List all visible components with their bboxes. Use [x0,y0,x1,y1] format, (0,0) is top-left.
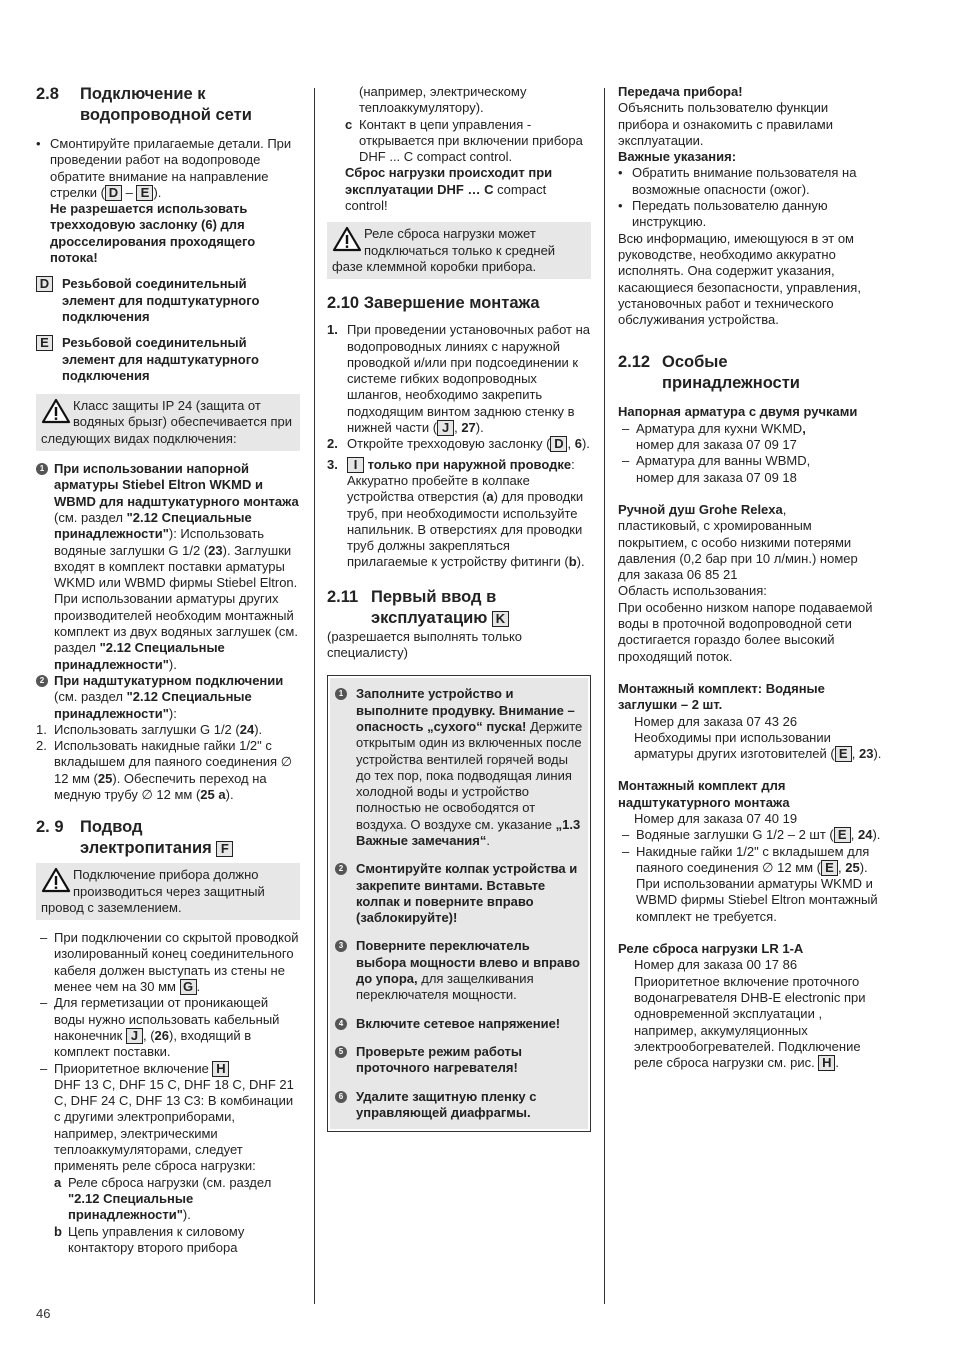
key-item-E: E Резьбовой соединительный элемент для надштукатурного подключения [36,335,300,384]
list-item: 1. При проведении установочных работ на водопроводных линиях с наружной проводкой и/или при подсоединении к системе гибких водопроводных шлангов, необходимо закрепить подходящим винтом заднюю стенку в нижней части ( J , 27). [327,322,591,436]
list-item: a Реле сброса нагрузки (см. раздел "2.12 Специальные принадлежности"). [54,1174,272,1223]
section-title-line2: водопроводной сети [80,106,252,124]
section-2-11-heading: 2.11 Первый ввод в эксплуатацию K [327,587,591,629]
key-item-D: D Резьбовой соединительный элемент для подштукатурного подключения [36,276,300,325]
section-number: 2. 9 [36,818,64,837]
section-title-line1: Подключение к [80,85,206,103]
subheading: Напорная арматура с двумя ручками [618,404,858,420]
column-divider-2 [604,88,605,1304]
list-item: – Арматура для ванны WBMD, номер для заказа 07 09 18 [618,453,882,486]
warning-box: Класс защиты IP 24 (защита от водяных брызг) обеспечивается при следующих видах подключения: [36,394,300,451]
order-number: Номер для заказа 07 40 19 [634,810,798,826]
paragraph: Ручной душ Grohe Relexa, [618,501,787,517]
numbered-circle-icon: 2 [36,675,48,687]
figure-label-J: J [126,1028,143,1044]
subheading: Важные указания: [618,149,737,165]
section-2-12-heading: 2.12 Особые принадлежности [618,353,800,393]
figure-label-E: E [136,185,153,201]
note-text: Сброс нагрузки происходит при эксплуатации DHF … C compact control! [345,165,553,214]
list-item: – Водяные заглушки G 1/2 – 2 шт ( E , 24). [618,827,882,843]
list-item: b Цепь управления к силовому контактору второго прибора [54,1223,245,1255]
warning-box: Подключение прибора должно производиться через защитный провод с заземлением. [36,863,300,920]
figure-label-H: H [818,1055,835,1071]
figure-label-I: I [347,457,364,473]
list-item: • Смонтируйте прилагаемые детали. При проведении работ на водопроводе обратите внимание на направление стрелки ( D – E ). Не разрешается использовать трехходовую заслонку (6) для дросселирования проходящего потока! [36,136,300,266]
step-item: 6 Удалите защитную пленку с управляющей диафрагмы. [335,1089,583,1122]
order-number: Номер для заказа 00 17 86 [634,957,798,973]
paragraph: Область использования: [618,583,767,599]
numbered-circle-icon: 6 [335,1091,347,1103]
warning-triangle-icon [41,398,71,424]
paragraph: Необходимы при использовании арматуры других изготовителей ( E , 23). [634,729,882,762]
subheading: Монтажный комплект для надштукатурного монтажа [618,778,790,810]
figure-label-D: D [550,436,567,452]
subheading: Монтажный комплект: Водяные заглушки – 2 шт. [618,680,825,713]
warning-triangle-icon [41,867,71,893]
figure-label-E: E [834,827,851,843]
list-item: – Арматура для кухни WKMD, номер для заказа 07 09 17 [618,421,882,454]
step-item: 5 Проверьте режим работы проточного нагревателя! [335,1044,583,1077]
figure-label-D: D [105,185,122,201]
column-1 [36,84,300,1256]
list-item: • Обратить внимание пользователя на возможные опасности (ожог). [618,165,882,198]
subheading: Реле сброса нагрузки LR 1-A [618,941,804,957]
section-2-10-heading: 2.10 Завершение монтажа [327,294,540,313]
figure-label-E: E [821,860,838,876]
list-item: – Накидные гайки 1/2" с вкладышем для паяного соединения ∅ 12 мм ( E , 25). При использовании арматуры WKMD и WBMD фирмы Stiebel Eltron монтажный комплект не требуется. [618,844,882,925]
numbered-circle-icon: 1 [335,688,347,700]
figure-label-E: E [36,335,53,351]
order-number: Номер для заказа 07 43 26 [634,713,798,729]
paragraph: При особенно низком напоре подаваемой воды в проточной водопроводной сети достигается гораздо более высокий проходящий поток. [618,599,873,664]
column-3 [618,84,882,1071]
list-item: – Приоритетное включение H DHF 13 C, DHF 15 C, DHF 18 C, DHF 21 C, DHF 24 C, DHF 13 C3: В комбинации с другими электроприборами, например, электрическими теплоаккумуляторами, следует применять реле сброса нагрузки: [36,1061,300,1175]
numbered-circle-icon: 5 [335,1046,347,1058]
numbered-circle-icon: 3 [335,940,347,952]
section-2-8-heading [36,84,300,126]
figure-label-D: D [36,276,53,292]
section-number: 2.8 [36,85,59,103]
paragraph: Всю информацию, имеющуюся в эт ом руководстве, необходимо аккуратно исполнять. Она содержит указания, касающиеся безопасности, управления, установочных работ и технического обслуживания устройства. [618,230,861,328]
figure-label-F: F [216,841,233,857]
figure-label-J: J [437,420,454,436]
figure-label-E: E [835,746,852,762]
figure-label-H: H [212,1061,229,1077]
list-item: 3. I только при наружной проводке: Аккуратно пробейте в колпаке устройства отверстия (a) для проводки труб, при необходимости используйте напильник. В отверстиях для проводки труб должны закрепляться прилагаемые к устройству фитинги (b). [327,456,585,570]
warning-text: Не разрешается использовать трехходовую заслонку (6) для дросселирования проходящего потока! [50,201,256,266]
figure-label-K: K [492,611,509,627]
section-number: 2.12 [618,353,651,372]
list-item: 2 При надштукатурном подключении (см. раздел "2.12 Специальные принадлежности"): [36,673,300,722]
list-item: – При подключении со скрытой проводкой изолированный конец соединительного кабеля должен выступать из стены не менее чем на 30 мм G . [36,930,300,995]
list-item: 2. Использовать накидные гайки 1/2" с вкладышем для паяного соединения ∅ 12 мм (25). Обеспечить переход на медную трубу ∅ 12 мм (25 а). [36,738,293,802]
numbered-circle-icon: 4 [335,1018,347,1030]
paragraph: Объяснить пользователю функции прибора и ознакомить с правилами эксплуатации. [618,100,834,148]
step-item: 4 Включите сетевое напряжение! [335,1016,583,1032]
step-item: 3 Поверните переключатель выбора мощности влево и вправо до упора, для защелкивания переключателя мощности. [335,938,583,1003]
continued-text: (например, электрическому теплоаккумулятору). [359,84,527,116]
column-2 [327,84,591,1132]
numbered-circle-icon: 1 [36,463,48,475]
list-item: 1 При использовании напорной арматуры Stiebel Eltron WKMD и WBMD для надштукатурного монтажа (см. раздел "2.12 Специальные принадлежности"): Использовать водяные заглушки G 1/2 (23). Заглушки входят в комплект поставки арматуры WKMD или WBMD фирмы Stiebel Eltron. При использовании арматуры других производителей необходим монтажный комплект из двух водяных заглушек (см. раздел "2.12 Специальные принадлежности"). [36,461,300,673]
list-item: c Контакт в цепи управления - открывается при включении прибора DHF ... C compact control. [345,116,583,165]
step-item: 1 Заполните устройство и выполните продувку. Внимание – опасность „сухого“ пуска! Держите открытым один из включенных после устройства вентилей горячей воды до тех пор, пока подводящая линия холодной воды и устройство полностью не освободятся от воздуха. О воздухе см. указание „1.3 Важные замечания“. [335,686,583,849]
figure-label-G: G [180,979,197,995]
paragraph: Приоритетное включение проточного водонагревателя DHB-E electronic при одновременной эксплуатации , например, аккумуляционных электрообогревателей. Подключение реле сброса нагрузки см. рис. H . [634,973,866,1071]
list-item: – Для герметизации от проникающей воды нужно использовать кабельный наконечник J , (26), входящий в комплект поставки. [36,995,300,1060]
paragraph: пластиковый, с хромированным покрытием, с особо низкими потерями давления (0,2 бар при 10 л/мин.) номер для заказа 06 85 21 [618,518,858,583]
step-item: 2 Смонтируйте колпак устройства и закрепите винтами. Вставьте колпак и поверните вправо (заблокируйте)! [335,861,583,926]
page-number: 46 [36,1306,51,1321]
list-item: 2. Откройте трехходовую заслонку ( D , 6). [327,436,590,452]
list-item: • Передать пользователю данную инструкцию. [618,198,882,231]
section-2-9-heading: 2. 9 Подвод электропитания F [36,817,300,859]
note-text: (разрешается выполнять только специалисту) [327,628,523,661]
section-number: 2.10 [327,294,360,313]
column-divider-1 [314,88,315,1304]
section-number: 2.11 [327,587,359,606]
warning-triangle-icon [332,226,362,252]
numbered-circle-icon: 2 [335,863,347,875]
steps-box [327,675,591,1132]
subheading: Передача прибора! [618,84,743,99]
list-item: 1. Использовать заглушки G 1/2 (24). [36,721,263,737]
warning-box: Реле сброса нагрузки может подключаться только к средней фазе клеммной коробки прибора. [327,222,591,279]
